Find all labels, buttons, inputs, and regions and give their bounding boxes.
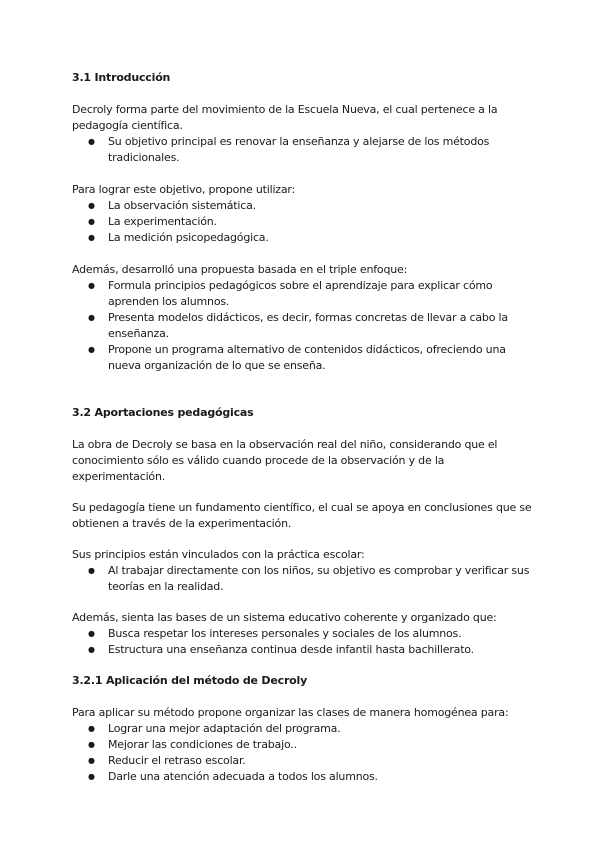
list-item: ● Darle una atención adecuada a todos los alumnos. (72, 769, 532, 785)
list-item: ● La observación sistemática. (72, 198, 532, 214)
document-page (72, 70, 532, 785)
section-3-2-1-goals-list (72, 721, 532, 785)
section-3-1-intro: Decroly forma parte del movimiento de la Escuela Nueva, el cual pertenece a la pedagogía científica. (72, 103, 498, 132)
section-3-2-1-paragraph-1: Para aplicar su método propone organizar las clases de manera homogénea para: (72, 706, 509, 719)
section-3-1-methods-list (72, 198, 532, 246)
list-item: ● Lograr una mejor adaptación del programa. (72, 721, 532, 737)
list-item: ● Propone un programa alternativo de contenidos didácticos, ofreciendo una nueva organización de lo que se enseña. (72, 342, 532, 374)
section-3-2-paragraph-2: Su pedagogía tiene un fundamento científico, el cual se apoya en conclusiones que se obtienen a través de la experimentación. (72, 501, 532, 530)
section-3-2-system-list (72, 626, 532, 658)
section-3-2-heading: 3.2 Aportaciones pedagógicas (72, 406, 254, 419)
section-3-2-paragraph-1: La obra de Decroly se basa en la observación real del niño, considerando que el conocimiento sólo es válido cuando procede de la observación y de la experimentación. (72, 438, 498, 483)
list-item: ● Su objetivo principal es renovar la enseñanza y alejarse de los métodos tradicionales. (72, 134, 532, 166)
list-item: ● Reducir el retraso escolar. (72, 753, 532, 769)
list-item: ● Presenta modelos didácticos, es decir, formas concretas de llevar a cabo la enseñanza. (72, 310, 532, 342)
section-3-1-approach-list (72, 278, 532, 374)
section-3-1-paragraph-3: Además, desarrolló una propuesta basada en el triple enfoque: (72, 263, 408, 276)
list-item: ● Busca respetar los intereses personales y sociales de los alumnos. (72, 626, 532, 642)
section-3-2-paragraph-4: Además, sienta las bases de un sistema educativo coherente y organizado que: (72, 611, 497, 624)
section-3-1-paragraph-2: Para lograr este objetivo, propone utilizar: (72, 183, 296, 196)
section-3-2-1-heading: 3.2.1 Aplicación del método de Decroly (72, 674, 308, 687)
list-item: ● Formula principios pedagógicos sobre el aprendizaje para explicar cómo aprenden los alumnos. (72, 278, 532, 310)
list-item: ● La medición psicopedagógica. (72, 230, 532, 246)
list-item: ● Estructura una enseñanza continua desde infantil hasta bachillerato. (72, 642, 532, 658)
list-item: ● Al trabajar directamente con los niños, su objetivo es comprobar y verificar sus teorías en la realidad. (72, 563, 532, 595)
section-3-1-heading: 3.1 Introducción (72, 71, 171, 84)
list-item: ● Mejorar las condiciones de trabajo.. (72, 737, 532, 753)
list-item: ● La experimentación. (72, 214, 532, 230)
section-3-2-principles-list (72, 563, 532, 595)
section-3-1-intro-list (72, 134, 532, 166)
section-3-2-paragraph-3: Sus principios están vinculados con la práctica escolar: (72, 548, 365, 561)
